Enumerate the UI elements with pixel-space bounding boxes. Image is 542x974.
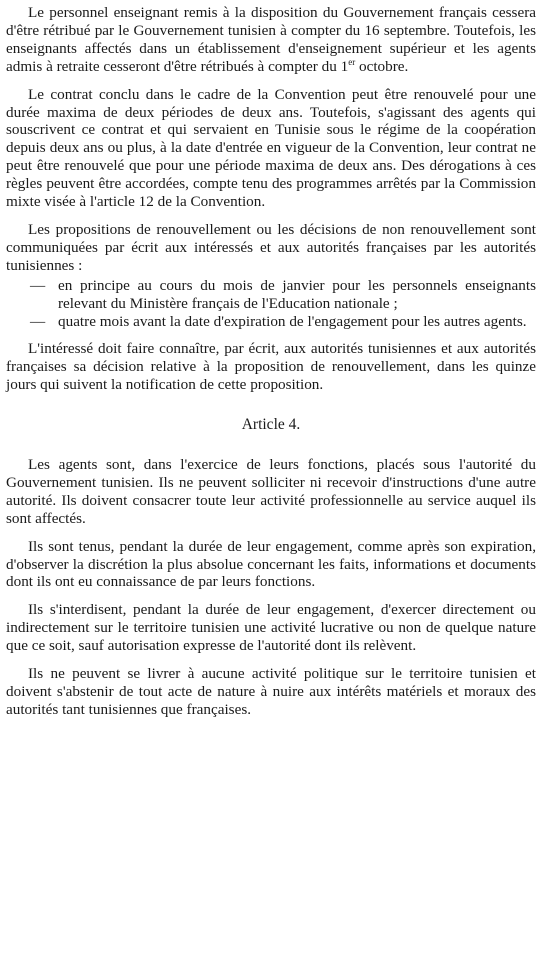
paragraph-prohibition: Ils s'interdisent, pendant la durée de leur engagement, d'exercer directement ou indirectement sur le territoire tunisien une activité lucrative ou non de quelque nature que ce soit, sauf autorisation expresse de l'autorité dont ils relèvent. xyxy=(6,601,536,655)
dash-marker: — xyxy=(30,312,46,330)
dash-marker: — xyxy=(30,276,46,294)
ordinal-superscript: er xyxy=(348,56,356,67)
paragraph-decision-notice: L'intéressé doit faire connaître, par écrit, aux autorités tunisiennes et aux autorités françaises sa décision relative à la proposition de renouvellement, dans les quinze jours qui suivent la notification de cette proposition. xyxy=(6,340,536,394)
list-item-text: quatre mois avant la date d'expiration de l'engagement pour les autres agents. xyxy=(58,312,527,330)
list-item xyxy=(6,313,536,331)
paragraph-contract-renewal: Le contrat conclu dans le cadre de la Convention peut être renouvelé pour une durée maxima de deux périodes de deux ans. Toutefois, s'agissant des agents qui souscrivent ce contrat et qui servaient en Tunisie sous le régime de la coopération depuis deux ans ou plus, à la date d'entrée en vigueur de la Convention, leur contrat ne peut être renouvelé que pour une période maxima de deux ans. Des dérogations à ces règles peuvent être accordées, compte tenu des programmes arrêtés par la Commission mixte visée à l'article 12 de la Convention. xyxy=(6,85,536,211)
paragraph-remuneration xyxy=(6,4,536,76)
paragraph-remuneration-text: Le personnel enseignant remis à la disposition du Gouvernement français cessera d'être rétribué par le Gouvernement tunisien à compter du 16 septembre. Toutefois, les enseignants affectés dans un établissement d'enseignement supérieur et les agents admis à retraite cesseront d'être rétribués à compter du 1 xyxy=(6,4,536,75)
paragraph-political-activity: Ils ne peuvent se livrer à aucune activité politique sur le territoire tunisien et doivent s'abstenir de tout acte de nature à nuire aux intérêts matériels et moraux des autorités tant tunisiennes que françaises. xyxy=(6,665,536,718)
article-heading: Article 4. xyxy=(241,416,301,434)
paragraph-remuneration-end: octobre. xyxy=(355,57,409,75)
paragraph-discretion: Ils sont tenus, pendant la durée de leur engagement, comme après son expiration, d'observer la discrétion la plus absolue concernant les faits, informations et documents dont ils ont eu connaissance de par leurs fonctions. xyxy=(6,537,536,591)
paragraph-renewal-proposals: Les propositions de renouvellement ou les décisions de non renouvellement sont communiquées par écrit aux intéressés et aux autorités françaises par les autorités tunisiennes : xyxy=(6,220,536,274)
paragraph-authority: Les agents sont, dans l'exercice de leurs fonctions, placés sous l'autorité du Gouvernement tunisien. Ils ne peuvent solliciter ni recevoir d'instructions d'une autre autorité. Ils doivent consacrer toute leur activité professionnelle au service auquel ils sont affectés. xyxy=(6,456,536,527)
renewal-timing-list xyxy=(6,277,536,331)
list-item-text: en principe au cours du mois de janvier pour les personnels enseignants relevant du Ministère français de l'Education nationale ; xyxy=(58,276,536,312)
list-item xyxy=(6,277,536,313)
